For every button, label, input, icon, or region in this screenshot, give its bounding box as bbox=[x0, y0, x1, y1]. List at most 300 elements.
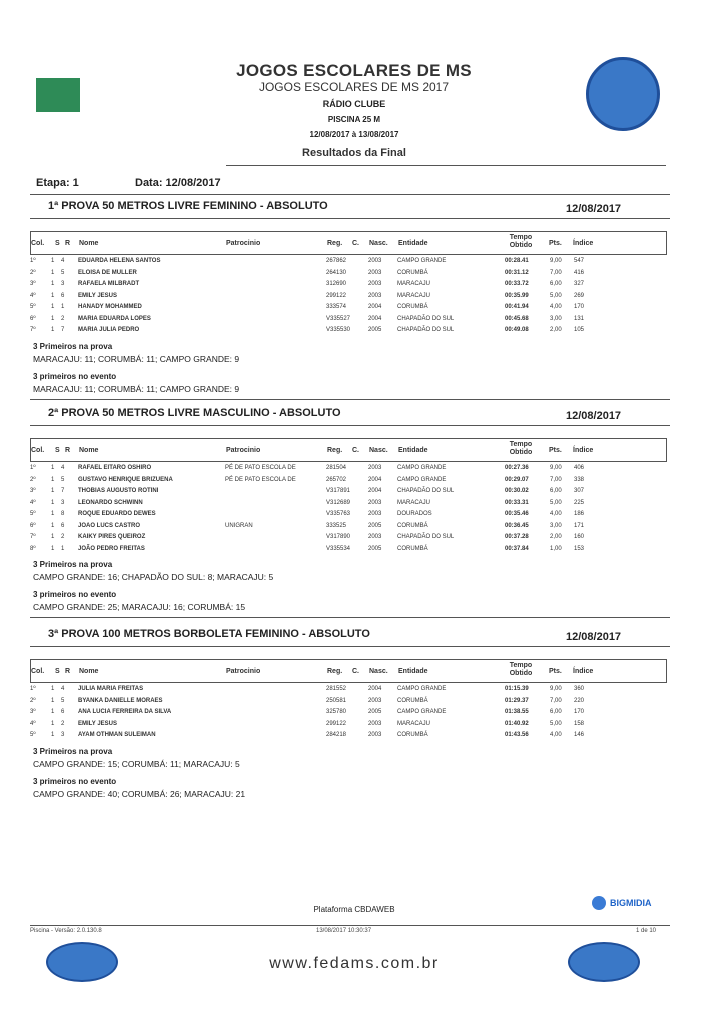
cell-s: 1 bbox=[51, 315, 55, 322]
divider bbox=[30, 425, 670, 426]
cell-ind: 160 bbox=[574, 534, 585, 540]
cell-col: 1º bbox=[30, 686, 36, 692]
column-header-indice: Índice bbox=[573, 447, 594, 454]
cell-r: 1 bbox=[61, 304, 65, 310]
divider bbox=[30, 646, 670, 647]
cell-tempo: 00:33.31 bbox=[505, 499, 529, 506]
cell-reg: 312690 bbox=[326, 281, 347, 287]
cell-col: 7º bbox=[30, 534, 36, 540]
column-header-c: C. bbox=[352, 240, 359, 247]
cell-nome: ROQUE EDUARDO DEWES bbox=[78, 511, 156, 517]
cell-ent: CAMPO GRANDE bbox=[397, 686, 447, 692]
column-header-s: S bbox=[55, 447, 60, 454]
cell-reg: 281552 bbox=[326, 686, 347, 692]
cell-pts: 4,00 bbox=[550, 304, 562, 310]
cell-tempo: 00:27.36 bbox=[505, 465, 529, 471]
cell-pts: 9,00 bbox=[550, 686, 562, 692]
cell-reg: V312689 bbox=[326, 499, 351, 506]
column-header-c: C. bbox=[352, 447, 359, 454]
cell-nome: HANADY MOHAMMED bbox=[78, 304, 142, 310]
cell-nasc: 2005 bbox=[368, 522, 382, 529]
table-row bbox=[30, 533, 667, 543]
cell-reg: 325780 bbox=[326, 709, 347, 715]
table-row bbox=[30, 487, 667, 497]
cell-tempo: 00:37.28 bbox=[505, 534, 529, 540]
cell-ind: 170 bbox=[574, 304, 585, 310]
cell-reg: V335530 bbox=[326, 327, 351, 333]
column-header-pts: Pts. bbox=[549, 668, 562, 675]
column-header-col: Col. bbox=[31, 447, 45, 454]
timestamp-text: 13/08/2017 10:30:37 bbox=[316, 928, 372, 934]
club-name: RÁDIO CLUBE bbox=[322, 99, 386, 109]
cell-tempo: 00:35.99 bbox=[505, 292, 529, 299]
cell-nome: THOBIAS AUGUSTO ROTINI bbox=[78, 488, 159, 494]
cell-s: 1 bbox=[51, 720, 55, 727]
table-row bbox=[30, 269, 667, 279]
cell-nome: MARIA EDUARDA LOPES bbox=[78, 315, 151, 322]
column-header-pts: Pts. bbox=[549, 447, 562, 454]
cell-r: 5 bbox=[61, 476, 65, 483]
evento-label: 3 primeiros no evento bbox=[33, 776, 117, 786]
cell-pts: 6,00 bbox=[550, 488, 562, 494]
table-row bbox=[30, 545, 667, 555]
column-header-nome: Nome bbox=[79, 668, 99, 675]
cell-ind: 406 bbox=[574, 465, 585, 471]
divider bbox=[30, 399, 670, 400]
cell-r: 2 bbox=[61, 315, 65, 322]
table-row bbox=[30, 697, 667, 707]
cell-ind: 105 bbox=[574, 327, 585, 333]
cell-ent: MARACAJU bbox=[397, 292, 431, 299]
cell-tempo: 01:38.55 bbox=[505, 709, 529, 715]
cell-pts: 6,00 bbox=[550, 709, 562, 715]
cell-r: 5 bbox=[61, 269, 65, 276]
cell-r: 5 bbox=[61, 697, 65, 704]
column-header-entidade: Entidade bbox=[398, 240, 428, 247]
top3-label: 3 Primeiros na prova bbox=[33, 746, 113, 756]
cell-nasc: 2004 bbox=[368, 686, 382, 692]
cell-col: 3º bbox=[30, 281, 36, 287]
cell-ind: 171 bbox=[574, 522, 585, 529]
cell-ind: 338 bbox=[574, 476, 585, 483]
table-row bbox=[30, 708, 667, 718]
table-row bbox=[30, 731, 667, 741]
table-row bbox=[30, 280, 667, 290]
cell-s: 1 bbox=[51, 709, 55, 715]
cell-ind: 547 bbox=[574, 258, 585, 264]
table-row bbox=[30, 510, 667, 520]
cell-r: 4 bbox=[61, 465, 65, 471]
cell-nasc: 2003 bbox=[368, 732, 382, 738]
column-header-nasc: Nasc. bbox=[369, 668, 388, 675]
prova-date: 12/08/2017 bbox=[566, 410, 622, 422]
etapa-date: Data: 12/08/2017 bbox=[135, 177, 221, 189]
cell-col: 4º bbox=[30, 499, 36, 506]
cell-nasc: 2003 bbox=[368, 511, 382, 517]
cell-s: 1 bbox=[51, 732, 55, 738]
cell-ent: CAMPO GRANDE bbox=[397, 465, 447, 471]
cell-col: 5º bbox=[30, 732, 36, 738]
cell-nasc: 2003 bbox=[368, 534, 382, 540]
pool-info: PISCINA 25 M bbox=[327, 115, 381, 124]
column-header-col: Col. bbox=[31, 240, 45, 247]
cell-ind: 131 bbox=[574, 315, 585, 322]
cell-s: 1 bbox=[51, 327, 55, 333]
column-header-patrocinio: Patrocinio bbox=[226, 668, 261, 675]
divider bbox=[30, 617, 670, 618]
column-header-r: R bbox=[65, 668, 71, 675]
cell-pts: 3,00 bbox=[550, 315, 562, 322]
top3-label: 3 Primeiros na prova bbox=[33, 560, 113, 569]
cell-ent: CHAPADÃO DO SUL bbox=[397, 315, 455, 322]
column-header-entidade: Entidade bbox=[398, 668, 428, 675]
cell-reg: 264130 bbox=[326, 269, 347, 276]
column-header-s: S bbox=[55, 668, 60, 675]
cell-col: 6º bbox=[30, 315, 36, 322]
cell-reg: V335527 bbox=[326, 315, 351, 322]
cell-nasc: 2003 bbox=[368, 292, 382, 299]
cell-ent: CAMPO GRANDE bbox=[397, 258, 447, 264]
cell-col: 4º bbox=[30, 292, 36, 299]
cell-pts: 4,00 bbox=[550, 732, 562, 738]
cell-pat: UNIGRAN bbox=[225, 522, 253, 529]
cell-nome: RAFAELA MILBRADT bbox=[78, 281, 140, 287]
cell-pts: 7,00 bbox=[550, 269, 562, 276]
cell-tempo: 00:35.46 bbox=[505, 511, 529, 517]
page-subtitle: JOGOS ESCOLARES DE MS 2017 bbox=[258, 80, 450, 94]
cell-tempo: 00:49.08 bbox=[505, 327, 529, 333]
cell-ent: CHAPADÃO DO SUL bbox=[397, 534, 455, 540]
cell-nasc: 2004 bbox=[368, 488, 382, 494]
column-header-nome: Nome bbox=[79, 447, 99, 454]
cell-nome: EMILY JESUS bbox=[78, 292, 118, 299]
cell-nasc: 2004 bbox=[368, 476, 382, 483]
cell-reg: V317891 bbox=[326, 488, 351, 494]
cell-pts: 1,00 bbox=[550, 545, 562, 552]
cell-reg: 333525 bbox=[326, 522, 347, 529]
cell-tempo: 00:45.68 bbox=[505, 315, 529, 322]
evento-label: 3 primeiros no evento bbox=[33, 371, 117, 381]
cell-tempo: 01:40.92 bbox=[505, 720, 529, 727]
cell-nome: JOÃO PEDRO FREITAS bbox=[78, 545, 145, 552]
cell-pts: 9,00 bbox=[550, 465, 562, 471]
cell-reg: V335534 bbox=[326, 545, 351, 552]
table-header bbox=[30, 231, 667, 255]
cell-ind: 153 bbox=[574, 545, 585, 552]
column-header-tempo: Tempo Obtido bbox=[509, 234, 533, 249]
table-row bbox=[30, 720, 667, 730]
column-header-indice: Índice bbox=[573, 668, 594, 675]
cell-nome: JOAO LUCS CASTRO bbox=[78, 522, 141, 529]
cell-r: 4 bbox=[61, 258, 65, 264]
cell-ind: 158 bbox=[574, 720, 585, 727]
cell-r: 6 bbox=[61, 522, 65, 529]
cell-pat: PÉ DE PATO ESCOLA DE bbox=[225, 465, 296, 471]
column-header-s: S bbox=[55, 240, 60, 247]
cell-nome: JULIA MARIA FREITAS bbox=[78, 686, 144, 692]
column-header-tempo: Tempo Obtido bbox=[509, 441, 533, 456]
cell-col: 2º bbox=[30, 697, 36, 704]
table-header bbox=[30, 659, 667, 683]
cell-col: 2º bbox=[30, 269, 36, 276]
cell-nasc: 2004 bbox=[368, 315, 382, 322]
cell-nasc: 2003 bbox=[368, 281, 382, 287]
cell-s: 1 bbox=[51, 476, 55, 483]
cell-ind: 170 bbox=[574, 709, 585, 715]
cell-tempo: 00:30.02 bbox=[505, 488, 529, 494]
cell-reg: 267862 bbox=[326, 258, 347, 264]
cell-col: 6º bbox=[30, 522, 36, 529]
cell-reg: 250581 bbox=[326, 697, 347, 704]
column-header-nome: Nome bbox=[79, 240, 99, 247]
cell-tempo: 00:28.41 bbox=[505, 258, 529, 264]
cell-tempo: 00:31.12 bbox=[505, 269, 529, 276]
column-header-pts: Pts. bbox=[549, 240, 562, 247]
cell-r: 6 bbox=[61, 709, 65, 715]
cell-tempo: 00:37.84 bbox=[505, 545, 529, 552]
cell-r: 4 bbox=[61, 686, 65, 692]
column-header-reg: Reg. bbox=[327, 240, 343, 247]
cell-ent: CORUMBÁ bbox=[397, 732, 428, 738]
cell-s: 1 bbox=[51, 304, 55, 310]
cell-nasc: 2003 bbox=[368, 720, 382, 727]
cell-reg: 299122 bbox=[326, 720, 347, 727]
cell-ent: CORUMBÁ bbox=[397, 304, 428, 310]
evento-text: CAMPO GRANDE: 40; CORUMBÁ: 26; MARACAJU: 21 bbox=[33, 788, 246, 799]
cell-pat: PÉ DE PATO ESCOLA DE bbox=[225, 476, 296, 483]
cell-tempo: 00:36.45 bbox=[505, 522, 529, 529]
cell-r: 1 bbox=[61, 545, 65, 552]
etapa-label: Etapa: 1 bbox=[36, 177, 79, 189]
cell-ent: CHAPADÃO DO SUL bbox=[397, 488, 455, 494]
cell-ent: CORUMBÁ bbox=[397, 545, 428, 552]
cell-s: 1 bbox=[51, 465, 55, 471]
cell-col: 1º bbox=[30, 465, 36, 471]
column-header-reg: Reg. bbox=[327, 668, 343, 675]
cell-reg: 333574 bbox=[326, 304, 347, 310]
cell-pts: 5,00 bbox=[550, 292, 562, 299]
table-row bbox=[30, 257, 667, 267]
cell-s: 1 bbox=[51, 269, 55, 276]
cell-ind: 220 bbox=[574, 697, 585, 704]
evento-text: CAMPO GRANDE: 25; MARACAJU: 16; CORUMBÁ: 15 bbox=[33, 602, 246, 612]
cell-nasc: 2003 bbox=[368, 258, 382, 264]
cell-nome: GUSTAVO HENRIQUE BRIZUENA bbox=[78, 476, 173, 483]
cell-ent: CAMPO GRANDE bbox=[397, 476, 447, 483]
date-range: 12/08/2017 à 13/08/2017 bbox=[309, 130, 399, 139]
cell-s: 1 bbox=[51, 281, 55, 287]
cell-s: 1 bbox=[51, 258, 55, 264]
cell-nome: LEONARDO SCHWINN bbox=[78, 499, 143, 506]
cell-nome: ELOISA DE MULLER bbox=[78, 269, 137, 276]
table-row bbox=[30, 685, 667, 695]
cell-nasc: 2003 bbox=[368, 697, 382, 704]
column-header-tempo: Tempo Obtido bbox=[509, 662, 533, 677]
column-header-indice: Índice bbox=[573, 240, 594, 247]
cell-s: 1 bbox=[51, 522, 55, 529]
cell-nasc: 2005 bbox=[368, 709, 382, 715]
cell-ind: 327 bbox=[574, 281, 585, 287]
cell-col: 3º bbox=[30, 488, 36, 494]
prova-date: 12/08/2017 bbox=[566, 203, 622, 215]
cell-nasc: 2005 bbox=[368, 327, 382, 333]
cell-nome: RAFAEL EITARO OSHIRO bbox=[78, 465, 152, 471]
cell-reg: 265702 bbox=[326, 476, 347, 483]
cell-ind: 416 bbox=[574, 269, 585, 276]
cell-nome: MARIA JULIA PEDRO bbox=[78, 327, 140, 333]
top3-text: MARACAJU: 11; CORUMBÁ: 11; CAMPO GRANDE: 9 bbox=[33, 353, 240, 364]
cell-nome: ANA LUCIA FERREIRA DA SILVA bbox=[78, 709, 172, 715]
cell-pts: 2,00 bbox=[550, 327, 562, 333]
cell-pts: 5,00 bbox=[550, 720, 562, 727]
table-header bbox=[30, 438, 667, 462]
cell-tempo: 00:33.72 bbox=[505, 281, 529, 287]
footer-divider bbox=[30, 925, 670, 926]
table-row bbox=[30, 303, 667, 313]
cell-r: 3 bbox=[61, 281, 65, 287]
cell-tempo: 01:15.39 bbox=[505, 686, 529, 692]
cell-reg: V317890 bbox=[326, 534, 351, 540]
divider bbox=[226, 165, 666, 166]
cell-pts: 3,00 bbox=[550, 522, 562, 529]
site-url: www.fedams.com.br bbox=[269, 955, 439, 972]
cell-ind: 186 bbox=[574, 511, 585, 517]
table-row bbox=[30, 464, 667, 474]
results-heading: Resultados da Final bbox=[302, 147, 406, 159]
cell-ent: CORUMBÁ bbox=[397, 269, 428, 276]
cell-s: 1 bbox=[51, 697, 55, 704]
cell-pts: 5,00 bbox=[550, 499, 562, 506]
cell-ent: CAMPO GRANDE bbox=[397, 709, 447, 715]
cell-tempo: 00:29.07 bbox=[505, 476, 529, 483]
version-text: Piscina - Versão: 2.0.130.8 bbox=[30, 928, 102, 934]
platform-label: Plataforma CBDAWEB bbox=[313, 905, 395, 914]
table-row bbox=[30, 292, 667, 302]
cell-col: 5º bbox=[30, 511, 36, 517]
evento-text: MARACAJU: 11; CORUMBÁ: 11; CAMPO GRANDE: 9 bbox=[33, 383, 240, 394]
cell-ent: DOURADOS bbox=[397, 511, 432, 517]
cell-pts: 2,00 bbox=[550, 534, 562, 540]
page-number: 1 de 10 bbox=[636, 928, 657, 934]
top3-label: 3 Primeiros na prova bbox=[33, 341, 113, 351]
cell-r: 7 bbox=[61, 327, 65, 333]
cell-r: 3 bbox=[61, 499, 65, 506]
cell-ind: 269 bbox=[574, 292, 585, 299]
column-header-nasc: Nasc. bbox=[369, 240, 388, 247]
cell-s: 1 bbox=[51, 511, 55, 517]
cell-r: 3 bbox=[61, 732, 65, 738]
cell-col: 1º bbox=[30, 258, 36, 264]
cell-reg: 299122 bbox=[326, 292, 347, 299]
cell-nasc: 2003 bbox=[368, 465, 382, 471]
cell-r: 6 bbox=[61, 292, 65, 299]
table-row bbox=[30, 315, 667, 325]
cell-reg: V335763 bbox=[326, 511, 351, 517]
cell-nasc: 2004 bbox=[368, 304, 382, 310]
table-row bbox=[30, 326, 667, 336]
cell-nome: EMILY JESUS bbox=[78, 720, 118, 727]
bigmidia-icon bbox=[592, 896, 606, 910]
cell-nome: EDUARDA HELENA SANTOS bbox=[78, 258, 161, 264]
cell-reg: 284218 bbox=[326, 732, 347, 738]
cell-s: 1 bbox=[51, 686, 55, 692]
cell-r: 7 bbox=[61, 488, 65, 494]
column-header-r: R bbox=[65, 447, 71, 454]
column-header-reg: Reg. bbox=[327, 447, 343, 454]
cell-pts: 4,00 bbox=[550, 511, 562, 517]
cell-pts: 9,00 bbox=[550, 258, 562, 264]
column-header-patrocinio: Patrocinio bbox=[226, 447, 261, 454]
cell-ent: CORUMBÁ bbox=[397, 697, 428, 704]
cell-ent: MARACAJU bbox=[397, 499, 431, 506]
column-header-entidade: Entidade bbox=[398, 447, 428, 454]
column-header-nasc: Nasc. bbox=[369, 447, 388, 454]
table-row bbox=[30, 476, 667, 486]
cell-nome: BYANKA DANIELLE MORAES bbox=[78, 697, 163, 704]
cell-ent: CORUMBÁ bbox=[397, 522, 428, 529]
prova-title: 2ª PROVA 50 METROS LIVRE MASCULINO - ABSOLUTO bbox=[48, 407, 341, 419]
cell-nasc: 2003 bbox=[368, 269, 382, 276]
cell-col: 3º bbox=[30, 709, 36, 715]
top3-text: CAMPO GRANDE: 16; CHAPADÃO DO SUL: 8; MARACAJU: 5 bbox=[33, 572, 274, 582]
cell-tempo: 01:43.56 bbox=[505, 732, 529, 738]
cell-ind: 307 bbox=[574, 488, 585, 494]
column-header-r: R bbox=[65, 240, 71, 247]
cell-pts: 6,00 bbox=[550, 281, 562, 287]
cell-reg: 281504 bbox=[326, 465, 347, 471]
cell-s: 1 bbox=[51, 534, 55, 540]
divider bbox=[30, 218, 670, 219]
cell-nome: AYAM OTHMAN SULEIMAN bbox=[78, 732, 156, 738]
column-header-patrocinio: Patrocinio bbox=[226, 240, 261, 247]
cell-col: 8º bbox=[30, 545, 36, 552]
cell-s: 1 bbox=[51, 292, 55, 299]
top3-text: CAMPO GRANDE: 15; CORUMBÁ: 11; MARACAJU: 5 bbox=[33, 758, 240, 769]
cell-r: 2 bbox=[61, 534, 65, 540]
prova-title: 1ª PROVA 50 METROS LIVRE FEMININO - ABSOLUTO bbox=[48, 200, 328, 212]
page-title: JOGOS ESCOLARES DE MS bbox=[236, 61, 472, 80]
bigmidia-logo: BIGMIDIA bbox=[610, 898, 652, 908]
cell-r: 8 bbox=[61, 511, 65, 517]
cell-ind: 146 bbox=[574, 732, 585, 738]
column-header-c: C. bbox=[352, 668, 359, 675]
cell-col: 2º bbox=[30, 476, 36, 483]
cell-col: 5º bbox=[30, 304, 36, 310]
prova-title: 3ª PROVA 100 METROS BORBOLETA FEMININO - ABSOLUTO bbox=[48, 628, 370, 640]
cell-ind: 360 bbox=[574, 686, 585, 692]
cell-ind: 225 bbox=[574, 499, 585, 506]
cell-s: 1 bbox=[51, 488, 55, 494]
cell-s: 1 bbox=[51, 499, 55, 506]
cell-col: 4º bbox=[30, 720, 36, 727]
column-header-col: Col. bbox=[31, 668, 45, 675]
cell-ent: MARACAJU bbox=[397, 720, 431, 727]
cell-r: 2 bbox=[61, 720, 65, 727]
cell-pts: 7,00 bbox=[550, 476, 562, 483]
cell-pts: 7,00 bbox=[550, 697, 562, 704]
cell-nasc: 2005 bbox=[368, 545, 382, 552]
cell-nasc: 2003 bbox=[368, 499, 382, 506]
cell-s: 1 bbox=[51, 545, 55, 552]
prova-date: 12/08/2017 bbox=[566, 631, 622, 643]
cell-tempo: 00:41.94 bbox=[505, 304, 529, 310]
cell-ent: CHAPADÃO DO SUL bbox=[397, 327, 455, 333]
divider bbox=[30, 194, 670, 195]
table-row bbox=[30, 499, 667, 509]
cell-col: 7º bbox=[30, 327, 36, 333]
cell-ent: MARACAJU bbox=[397, 281, 431, 287]
table-row bbox=[30, 522, 667, 532]
